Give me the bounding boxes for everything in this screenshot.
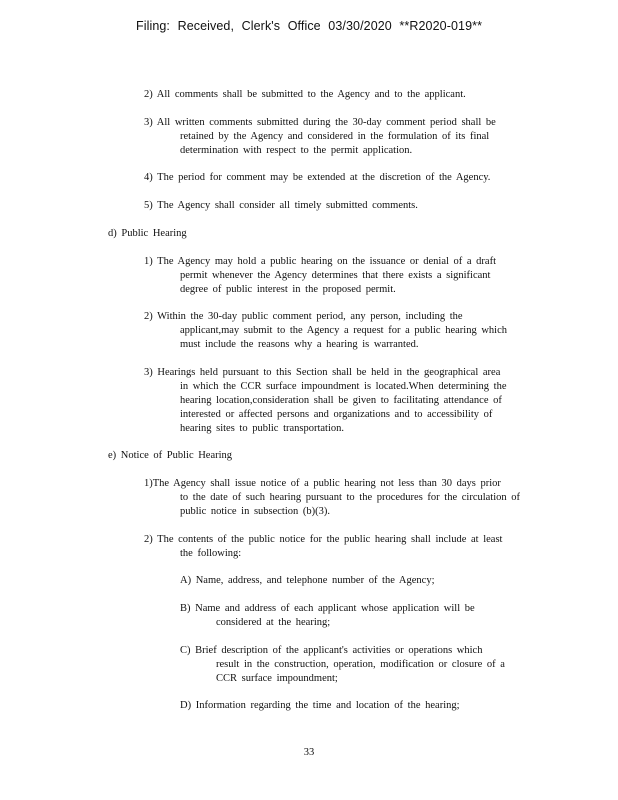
- notice-item-2-line-1: 2) The contents of the public notice for the public hearing shall include at least: [144, 534, 503, 545]
- section-e-heading: e) Notice of Public Hearing: [108, 450, 233, 461]
- comment-item-2: 2) All comments shall be submitted to the Agency and to the applicant.: [144, 89, 466, 100]
- comment-item-3-line-2: retained by the Agency and considered in the formulation of its final: [180, 131, 490, 142]
- hearing-item-1-line-2: permit whenever the Agency determines that there exists a significant: [180, 270, 491, 281]
- comment-item-3-line-1: 3) All written comments submitted during the 30-day comment period shall be: [144, 117, 496, 128]
- hearing-item-3-line-4: interested or affected persons and organizations and to accessibility of: [180, 409, 493, 420]
- notice-subitem-b-line-1: B) Name and address of each applicant whose application will be: [180, 603, 475, 614]
- hearing-item-2-line-3: must include the reasons why a hearing is warranted.: [180, 339, 419, 350]
- page-number: 33: [303, 747, 315, 758]
- section-d-heading: d) Public Hearing: [108, 228, 187, 239]
- comment-item-3-line-3: determination with respect to the permit application.: [180, 145, 413, 156]
- hearing-item-3-line-3: hearing location,consideration shall be given to facilitating attendance of: [180, 395, 502, 406]
- notice-subitem-a: A) Name, address, and telephone number of the Agency;: [180, 575, 435, 586]
- hearing-item-3-line-1: 3) Hearings held pursuant to this Section shall be held in the geographical area: [144, 367, 501, 378]
- notice-item-1-line-3: public notice in subsection (b)(3).: [180, 506, 331, 517]
- comment-item-4: 4) The period for comment may be extended at the discretion of the Agency.: [144, 172, 491, 183]
- notice-item-1-line-2: to the date of such hearing pursuant to the procedures for the circulation of: [180, 492, 521, 503]
- notice-item-2-line-2: the following:: [180, 548, 242, 559]
- hearing-item-3-line-5: hearing sites to public transportation.: [180, 423, 345, 434]
- notice-subitem-c-line-3: CCR surface impoundment;: [216, 673, 338, 684]
- notice-subitem-c-line-2: result in the construction, operation, modification or closure of a: [216, 659, 505, 670]
- hearing-item-3-line-2: in which the CCR surface impoundment is located.When determining the: [180, 381, 507, 392]
- hearing-item-2-line-1: 2) Within the 30-day public comment period, any person, including the: [144, 311, 463, 322]
- hearing-item-1-line-1: 1) The Agency may hold a public hearing on the issuance or denial of a draft: [144, 256, 496, 267]
- filing-header: Filing: Received, Clerk's Office 03/30/2020 **R2020-019**: [135, 19, 483, 33]
- hearing-item-1-line-3: degree of public interest in the proposed permit.: [180, 284, 396, 295]
- comment-item-5: 5) The Agency shall consider all timely submitted comments.: [144, 200, 418, 211]
- hearing-item-2-line-2: applicant,may submit to the Agency a request for a public hearing which: [180, 325, 507, 336]
- notice-subitem-b-line-2: considered at the hearing;: [216, 617, 331, 628]
- notice-item-1-line-1: 1)The Agency shall issue notice of a public hearing not less than 30 days prior: [144, 478, 501, 489]
- notice-subitem-d: D) Information regarding the time and location of the hearing;: [180, 700, 460, 711]
- notice-subitem-c-line-1: C) Brief description of the applicant's activities or operations which: [180, 645, 483, 656]
